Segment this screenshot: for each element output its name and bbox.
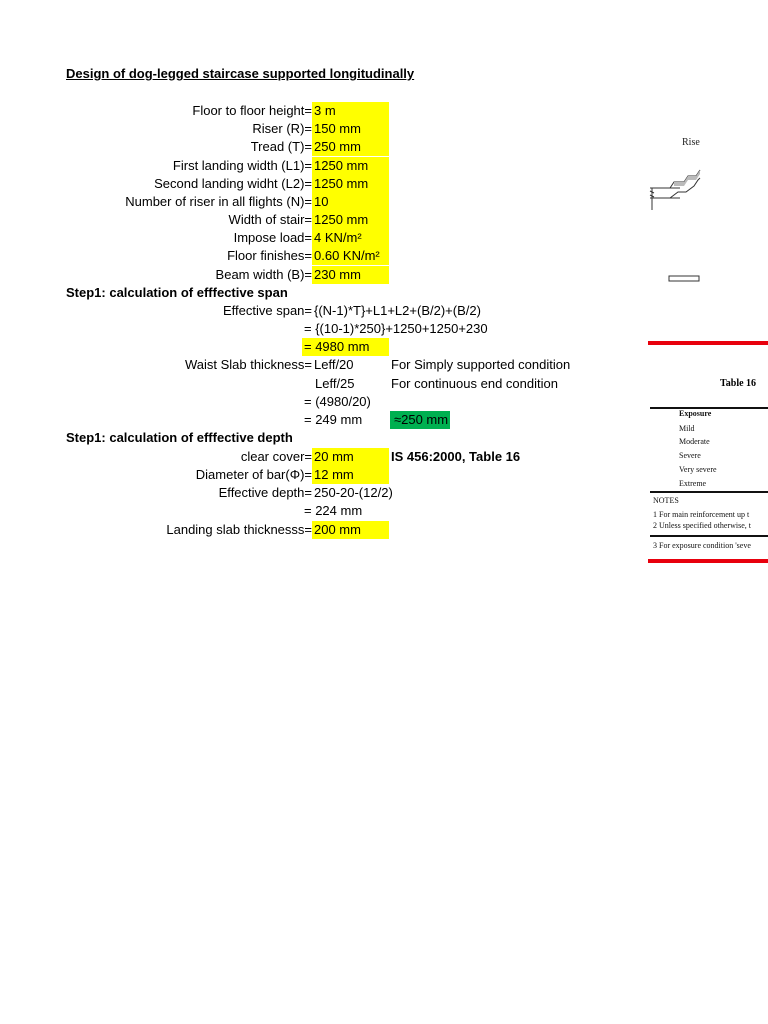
calc-row [0, 356, 768, 374]
input-value[interactable]: 1250 mm [312, 175, 389, 193]
calc-row [0, 320, 768, 338]
section-heading: Step1: calculation of efffective span [66, 285, 288, 300]
calc-substitution[interactable]: = (4980/20) [304, 394, 371, 409]
input-value[interactable]: 4 KN/m² [312, 229, 389, 247]
adopted-value[interactable]: ≈250 mm [390, 411, 450, 429]
calc-row [0, 466, 768, 484]
table-cell: Extreme [679, 479, 707, 488]
table-cell: Mild [679, 424, 695, 433]
input-value[interactable]: 3 m [312, 102, 389, 120]
calc-formula[interactable]: Leff/20 [314, 357, 354, 372]
calc-label: Effective span= [222, 303, 312, 318]
table-note: 2 Unless specified otherwise, t [653, 521, 751, 530]
section-heading: Step1: calculation of efffective depth [66, 430, 293, 445]
input-value[interactable]: 250 mm [312, 138, 389, 156]
rise-label: Rise [682, 137, 700, 148]
input-value[interactable]: 0.60 KN/m² [312, 247, 389, 265]
table-cell: Severe [679, 451, 701, 460]
input-label: Floor finishes= [227, 248, 312, 263]
table-notes-heading: NOTES [653, 496, 679, 505]
input-value[interactable]: 10 [312, 193, 389, 211]
code-reference: IS 456:2000, Table 16 [391, 449, 521, 464]
calc-label: Diameter of bar(Φ)= [195, 467, 312, 482]
condition-note: For continuous end condition [391, 376, 558, 391]
input-value[interactable]: 12 mm [312, 466, 389, 484]
calc-formula[interactable]: 250-20-(12/2) [314, 485, 393, 500]
input-label: Tread (T)= [250, 139, 312, 154]
table-rule [650, 535, 768, 537]
calc-result[interactable]: = 249 mm [304, 412, 363, 427]
input-label: Beam width (B)= [215, 267, 312, 282]
input-value[interactable]: 200 mm [312, 521, 389, 539]
calc-row [0, 302, 768, 320]
table-note: 3 For exposure condition 'seve [653, 541, 751, 550]
table-cell: Moderate [679, 437, 710, 446]
table-rule [650, 491, 768, 493]
input-label: Second landing widht (L2)= [154, 176, 312, 191]
input-label: Width of stair= [228, 212, 312, 227]
calc-label: Waist Slab thickness= [184, 357, 312, 372]
input-label: Number of riser in all flights (N)= [125, 194, 312, 209]
input-label: Riser (R)= [252, 121, 312, 136]
calc-label: Landing slab thicknesss= [166, 522, 312, 537]
input-value[interactable]: 20 mm [312, 448, 389, 466]
calc-row [0, 375, 768, 393]
table-cell: Very severe [679, 465, 717, 474]
input-row [0, 102, 768, 120]
calc-label: Effective depth= [218, 485, 312, 500]
input-value[interactable]: 230 mm [312, 266, 389, 284]
calc-substitution[interactable]: = {(10-1)*250}+1250+1250+230 [304, 321, 488, 336]
staircase-sketch-image [640, 130, 768, 290]
calc-row [0, 448, 768, 466]
input-value[interactable]: 1250 mm [312, 211, 389, 229]
calc-result[interactable]: = 4980 mm [302, 338, 389, 356]
input-value[interactable]: 1250 mm [312, 157, 389, 175]
input-label: Impose load= [233, 230, 312, 245]
calc-label: clear cover= [240, 449, 312, 464]
table-header: Exposure [679, 409, 712, 418]
section-heading-row [0, 429, 768, 447]
red-rule [648, 341, 768, 345]
input-value[interactable]: 150 mm [312, 120, 389, 138]
sheet-title: Design of dog-legged staircase supported longitudinally [66, 66, 415, 81]
calc-formula[interactable]: Leff/25 [315, 376, 355, 391]
table-note: 1 For main reinforcement up t [653, 510, 750, 519]
calc-result[interactable]: = 224 mm [304, 503, 363, 518]
input-label: First landing width (L1)= [172, 158, 312, 173]
calc-row [0, 411, 768, 429]
input-label: Floor to floor height= [192, 103, 312, 118]
red-rule [648, 559, 768, 563]
table-title: Table 16 [720, 378, 757, 389]
calc-formula[interactable]: {(N-1)*T}+L1+L2+(B/2)+(B/2) [314, 303, 481, 318]
condition-note: For Simply supported condition [391, 357, 571, 372]
